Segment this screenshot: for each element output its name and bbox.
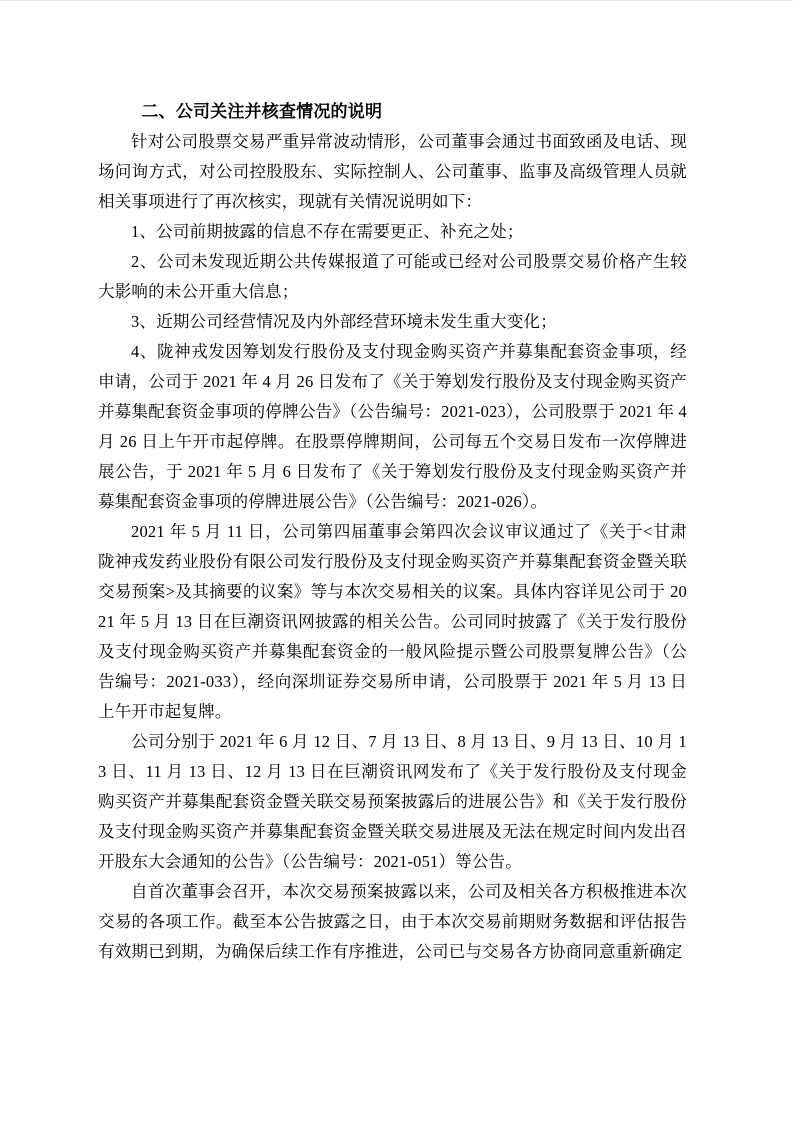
paragraph-item-2: 2、公司未发现近期公共传媒报道了可能或已经对公司股票交易价格产生较大影响的未公开重大信息；	[98, 252, 687, 301]
document-body	[98, 97, 687, 967]
paragraph-item-1: 1、公司前期披露的信息不存在需要更正、补充之处；	[131, 222, 524, 241]
section-heading: 二、公司关注并核查情况的说明	[141, 102, 383, 121]
paragraph-board-meeting: 2021 年 5 月 11 日，公司第四届董事会第四次会议审议通过了《关于<甘肃陇神戎发药业股份有限公司发行股份及支付现金购买资产并募集配套资金暨关联交易预案>及其摘要的议案》等与本次交易相关的议案。具体内容详见公司于 2021 年 5 月 13 日在巨潮资讯网披露的相关公告。公司同时披露了《关于发行股份及支付现金购买资产并募集配套资金的一般风险提示暨公司股票复牌公告》（公告编号：2021-033），经向深圳证券交易所申请，公司股票于 2021 年 5 月 13 日上午开市起复牌。	[98, 522, 687, 721]
paragraph-progress-announcements: 公司分别于 2021 年 6 月 12 日、7 月 13 日、8 月 13 日、9 月 13 日、10 月 13 日、11 月 13 日、12 月 13 日在巨潮资讯网发布了《关于发行股份及支付现金购买资产并募集配套资金暨关联交易预案披露后的进展公告》和《关于发行股份及支付现金购买资产并募集配套资金暨关联交易进展及无法在规定时间内发出召开股东大会通知的公告》（公告编号：2021-051）等公告。	[98, 732, 687, 871]
paragraph-intro: 针对公司股票交易严重异常波动情形，公司董事会通过书面致函及电话、现场问询方式，对公司控股股东、实际控制人、公司董事、监事及高级管理人员就相关事项进行了再次核实，现就有关情况说明如下：	[98, 132, 687, 211]
paragraph-transaction-status: 自首次董事会召开，本次交易预案披露以来，公司及相关各方积极推进本次交易的各项工作。截至本公告披露之日，由于本次交易前期财务数据和评估报告有效期已到期，为确保后续工作有序推进，公司已与交易各方协商同意重新确定	[98, 882, 687, 961]
paragraph-item-3: 3、近期公司经营情况及内外部经营环境未发生重大变化；	[131, 312, 557, 331]
paragraph-item-4: 4、陇神戎发因筹划发行股份及支付现金购买资产并募集配套资金事项，经申请，公司于 2021 年 4 月 26 日发布了《关于筹划发行股份及支付现金购买资产并募集配套资金事项的停牌公告》（公告编号：2021-023），公司股票于 2021 年 4 月 26 日上午开市起停牌。在股票停牌期间，公司每五个交易日发布一次停牌进展公告，于 2021 年 5 月 6 日发布了《关于筹划发行股份及支付现金购买资产并募集配套资金事项的停牌进展公告》（公告编号：2021-026）。	[98, 342, 687, 511]
